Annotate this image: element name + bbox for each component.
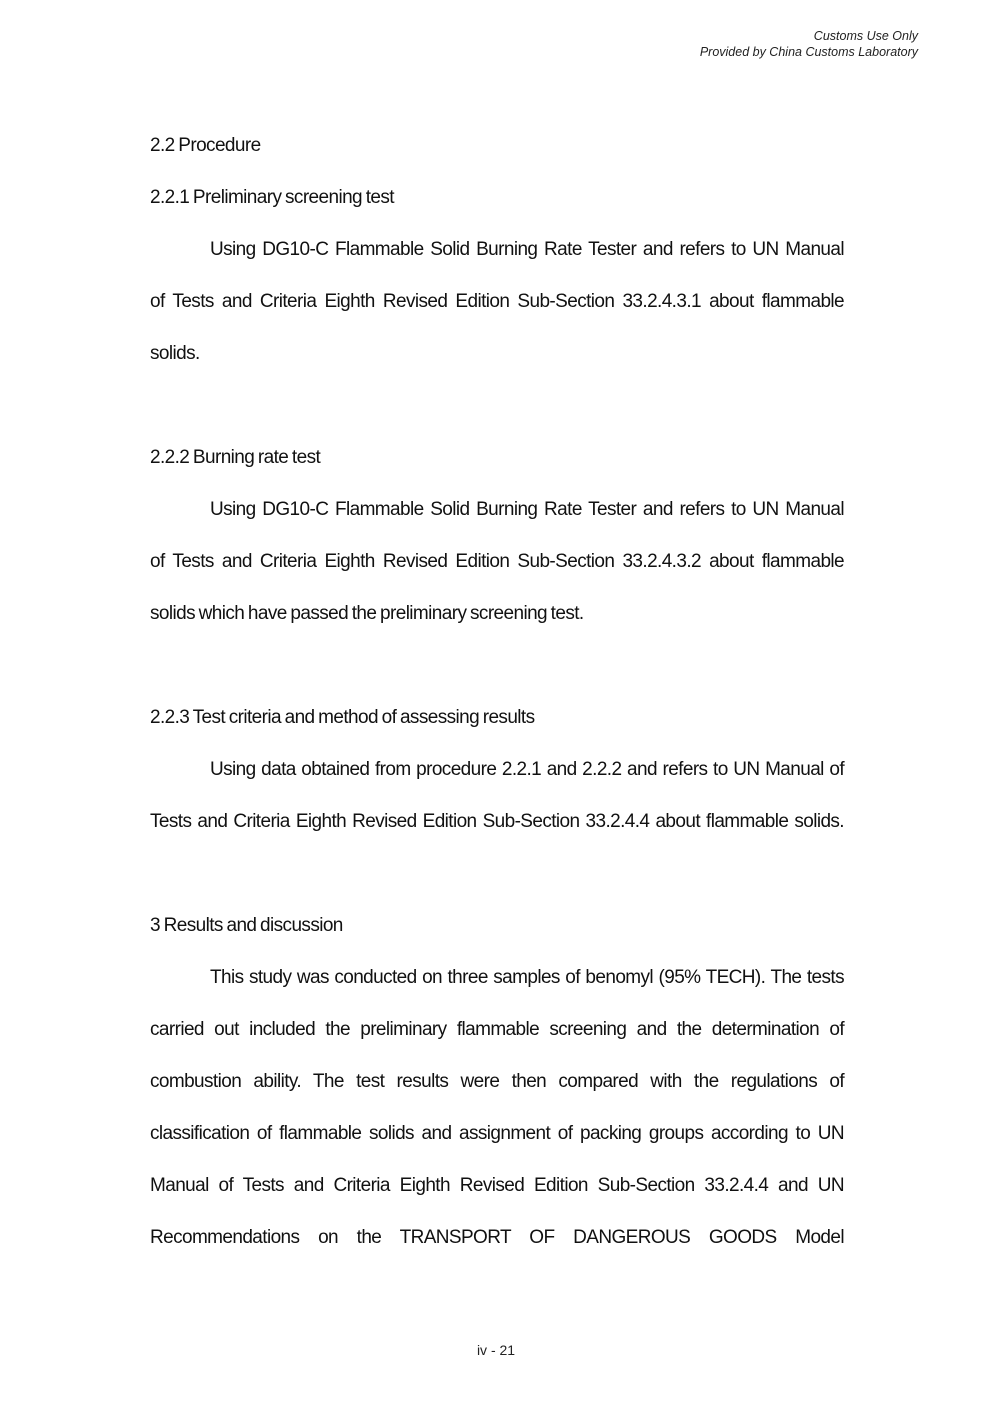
paragraph-line: Tests and Criteria Eighth Revised Edition Sub-Section 33.2.4.4 about flammable solids. xyxy=(150,811,844,832)
paragraph-line: carried out included the preliminary flammable screening and the determination of xyxy=(150,1019,844,1040)
page-number: iv - 21 xyxy=(476,1342,516,1358)
paragraph-line: Using data obtained from procedure 2.2.1 and 2.2.2 and refers to UN Manual of xyxy=(210,759,844,780)
section-heading-2-2-1: 2.2.1 Preliminary screening test xyxy=(150,187,394,208)
section-heading-2-2-3: 2.2.3 Test criteria and method of assessing results xyxy=(150,707,535,728)
document-body xyxy=(150,129,844,1273)
paragraph-line: Recommendations on the TRANSPORT OF DANGEROUS GOODS Model xyxy=(150,1227,844,1248)
page-header xyxy=(700,29,918,60)
spacer xyxy=(150,649,844,701)
paragraph-line: of Tests and Criteria Eighth Revised Edition Sub-Section 33.2.4.3.1 about flammable xyxy=(150,291,844,312)
paragraph-line: solids which have passed the preliminary screening test. xyxy=(150,603,584,624)
section-heading-3: 3 Results and discussion xyxy=(150,915,343,936)
paragraph-line: Manual of Tests and Criteria Eighth Revised Edition Sub-Section 33.2.4.4 and UN xyxy=(150,1175,844,1196)
paragraph-line: of Tests and Criteria Eighth Revised Edition Sub-Section 33.2.4.3.2 about flammable xyxy=(150,551,844,572)
paragraph-line: solids. xyxy=(150,343,200,364)
section-heading-2-2: 2.2 Procedure xyxy=(150,135,261,156)
paragraph-line: classification of flammable solids and assignment of packing groups according to UN xyxy=(150,1123,844,1144)
paragraph-line: This study was conducted on three samples of benomyl (95% TECH). The tests xyxy=(210,967,844,988)
header-classification: Customs Use Only xyxy=(813,29,918,43)
paragraph-line: combustion ability. The test results were then compared with the regulations of xyxy=(150,1071,844,1092)
paragraph-line: Using DG10-C Flammable Solid Burning Rate Tester and refers to UN Manual xyxy=(210,239,844,260)
spacer xyxy=(150,857,844,909)
header-provider: Provided by China Customs Laboratory xyxy=(699,44,918,59)
spacer xyxy=(150,389,844,441)
paragraph-line: Using DG10-C Flammable Solid Burning Rate Tester and refers to UN Manual xyxy=(210,499,844,520)
section-heading-2-2-2: 2.2.2 Burning rate test xyxy=(150,447,321,468)
